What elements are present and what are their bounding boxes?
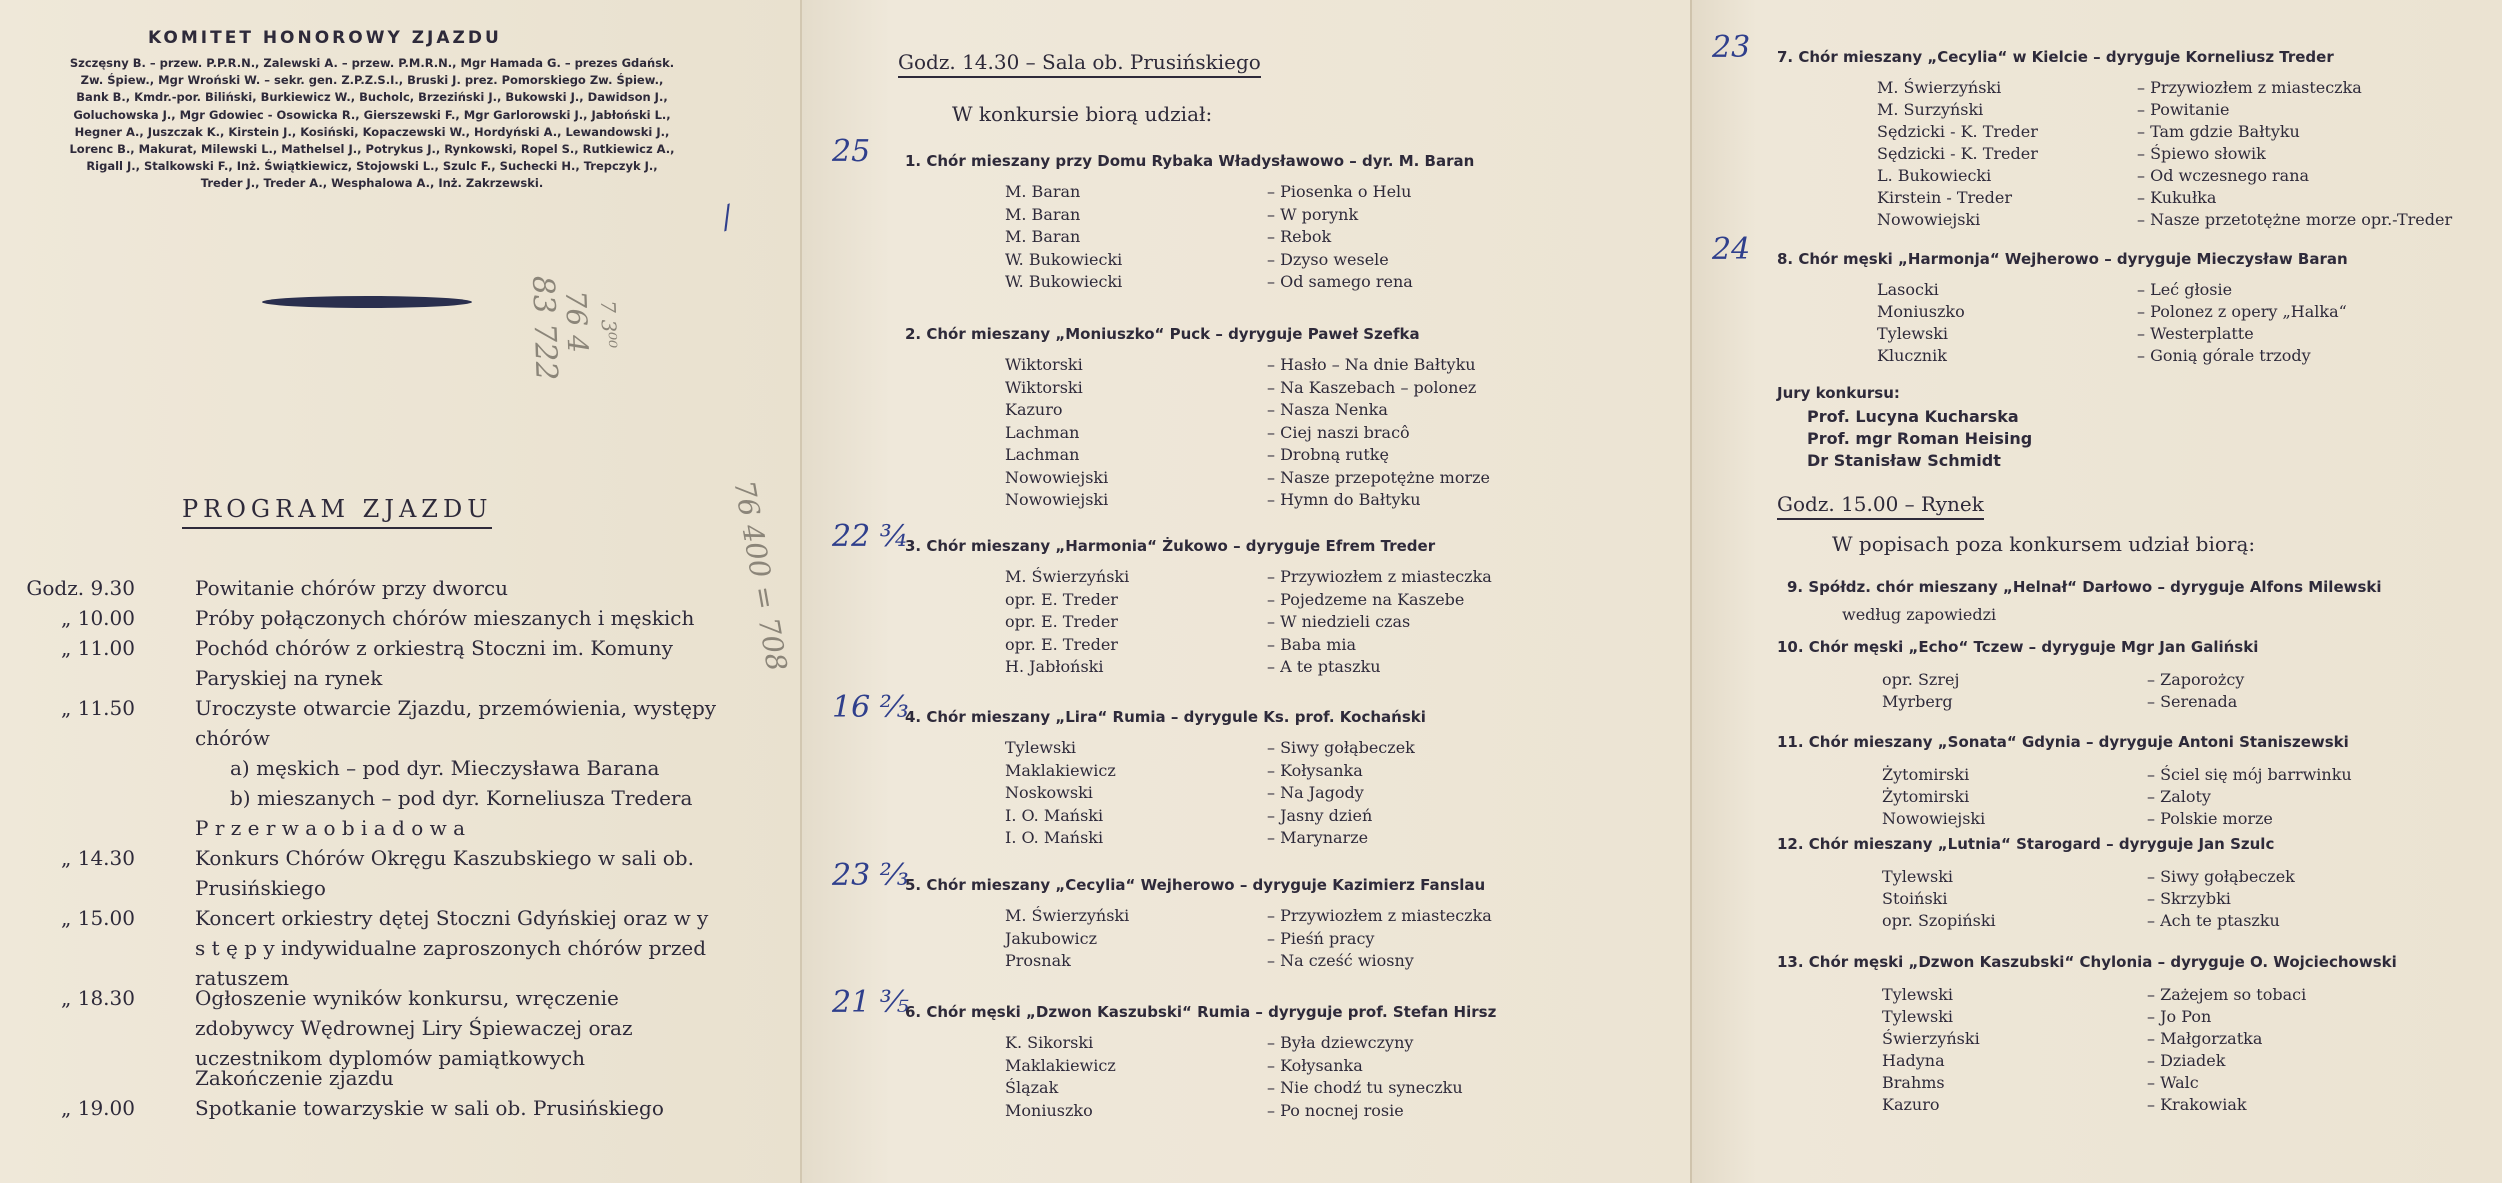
song-composer: Wiktorski (1005, 355, 1083, 374)
schedule-time: „ 14.30 (61, 846, 135, 870)
song-composer: Tylewski (1882, 1007, 1954, 1026)
schedule-time: „ 10.00 (61, 606, 135, 630)
song-title: – Zaloty (2147, 787, 2211, 806)
song-composer: Kazuro (1005, 400, 1063, 419)
song-composer: Moniuszko (1877, 302, 1965, 321)
song-composer: Świerzyński (1882, 1029, 1980, 1048)
song-title: – Nasze przetotężne morze opr.-Treder (2137, 210, 2453, 229)
song-composer: Lachman (1005, 445, 1080, 464)
song-title: – Małgorzatka (2147, 1029, 2263, 1048)
song-composer: I. O. Mański (1005, 805, 1104, 825)
committee-line: Goluchowska J., Mgr Gdowiec - Osowicka R., Gierszewski F., Mgr Garlorowski J., Jabłoński L., (73, 107, 671, 122)
song-title: – Tam gdzie Bałtyku (2137, 122, 2300, 141)
pencil-note: 83 722 (525, 275, 564, 382)
song-title: – W niedzieli czas (1267, 612, 1411, 631)
middle-panel (800, 0, 1690, 1183)
pencil-note: 76 400 = 708 (727, 478, 794, 674)
song-title: – Jo Pon (2147, 1007, 2212, 1026)
score-mark: 23 ⅔ (832, 858, 909, 893)
schedule-desc: a) męskich – pod dyr. Mieczysława Barana (230, 756, 660, 780)
song-title: – Kołysanka (1267, 1055, 1363, 1075)
song-composer: Myrberg (1882, 692, 1953, 711)
score-mark: 25 (832, 134, 871, 169)
schedule-desc: Pochód chórów z orkiestrą Stoczni im. Komuny Paryskiej na rynek (195, 636, 673, 690)
song-title: – Od samego rena (1267, 272, 1413, 291)
song-title: – Polskie morze (2147, 809, 2273, 828)
committee-line: Treder J., Treder A., Wesphalowa A., Inż. Zakrzewski. (200, 176, 544, 191)
song-title: – Od wczesnego rana (2137, 166, 2310, 185)
choir-title: 1. Chór mieszany przy Domu Rybaka Władysławowo – dyr. M. Baran (905, 152, 1475, 170)
choir-note: według zapowiedzi (1842, 605, 1997, 624)
schedule-desc: Próby połączonych chórów mieszanych i męskich (195, 606, 695, 630)
schedule-desc: Zakończenie zjazdu (195, 1066, 394, 1090)
song-title: – Serenada (2147, 692, 2238, 711)
song-composer: Lasocki (1877, 280, 1939, 299)
jury-title: Jury konkursu: (1777, 384, 1900, 402)
schedule-time: Godz. 9.30 (26, 576, 135, 600)
song-composer: Sędzicki - K. Treder (1877, 122, 2038, 141)
song-title: – Kołysanka (1267, 760, 1363, 780)
song-composer: Maklakiewicz (1005, 1055, 1116, 1075)
song-composer: K. Sikorski (1005, 1033, 1094, 1052)
jury-member: Prof. Lucyna Kucharska (1807, 407, 2019, 426)
choir-title: 2. Chór mieszany „Moniuszko“ Puck – dyryguje Paweł Szefka (905, 325, 1420, 343)
song-composer: Nowowiejski (1877, 210, 1981, 229)
schedule-desc: P r z e r w a o b i a d o w a (195, 816, 466, 840)
song-composer: opr. E. Treder (1005, 634, 1118, 654)
schedule-time: „ 11.00 (61, 636, 135, 660)
song-title: – Drobną rutkę (1267, 445, 1389, 464)
song-title: – Na Kaszebach – polonez (1267, 377, 1477, 397)
song-title: – Na Jagody (1267, 783, 1364, 802)
song-composer: Wiktorski (1005, 377, 1083, 397)
schedule-time: „ 18.30 (61, 986, 135, 1010)
song-title: – Po nocnej rosie (1267, 1100, 1404, 1120)
choir-title: 6. Chór męski „Dzwon Kaszubski“ Rumia – dyryguje prof. Stefan Hirsz (905, 1003, 1497, 1021)
schedule-desc: Koncert orkiestry dętej Stoczni Gdyńskiej oraz w y s t ę p y indywidualne zaproszonych chórów przed ratuszem (195, 906, 709, 990)
song-composer: Nowowiejski (1005, 467, 1109, 487)
song-title: – Zaporożcy (2147, 670, 2245, 689)
pen-tick: / (716, 199, 738, 236)
pencil-note: 7 3⁰⁰ (596, 300, 622, 349)
choir-title: 8. Chór męski „Harmonja“ Wejherowo – dyryguje Mieczysław Baran (1777, 250, 2348, 268)
song-composer: Jakubowicz (1005, 928, 1098, 948)
song-composer: Kirstein - Treder (1877, 188, 2012, 207)
song-title: – Przywiozłem z miasteczka (1267, 567, 1492, 586)
schedule-desc: Spotkanie towarzyskie w sali ob. Prusińskiego (195, 1096, 664, 1120)
choir-title: 3. Chór mieszany „Harmonia“ Żukowo – dyryguje Efrem Treder (905, 537, 1436, 555)
song-title: – Pieśń pracy (1267, 928, 1375, 948)
song-title: – Gonią górale trzody (2137, 346, 2311, 365)
committee-title: KOMITET HONOROWY ZJAZDU (148, 28, 502, 48)
song-composer: Stoiński (1882, 889, 1948, 908)
committee-line: Szczęsny B. – przew. P.P.R.N., Zalewski A. – przew. P.M.R.N., Mgr Hamada G. – prezes Gdańsk. (69, 56, 675, 70)
song-composer: M. Świerzyński (1005, 567, 1130, 586)
song-title: – Leć głosie (2137, 280, 2233, 299)
song-composer: W. Bukowiecki (1005, 272, 1123, 291)
score-mark: 22 ¾ (832, 519, 909, 554)
song-title: – Powitanie (2137, 100, 2230, 119)
section-header: Godz. 14.30 – Sala ob. Prusińskiego (898, 50, 1261, 74)
choir-title: 10. Chór męski „Echo“ Tczew – dyryguje Mgr Jan Galiński (1777, 638, 2259, 656)
section-header-2: Godz. 15.00 – Rynek (1777, 492, 1984, 516)
schedule-desc: b) mieszanych – pod dyr. Korneliusza Tredera (230, 786, 693, 810)
song-composer: L. Bukowiecki (1877, 166, 1992, 185)
committee-line: Lorenc B., Makurat, Milewski L., Mathelsel J., Potrykus J., Rynkowski, Ropel S., Rutkiewicz A., (69, 142, 675, 156)
song-composer: Maklakiewicz (1005, 760, 1116, 780)
song-composer: M. Baran (1005, 227, 1081, 246)
ink-blot (262, 296, 472, 308)
section-subheader: W konkursie biorą udział: (952, 102, 1213, 126)
score-mark: 24 (1712, 232, 1751, 267)
song-title: – A te ptaszku (1267, 657, 1381, 676)
song-title: – Śpiewo słowik (2137, 144, 2266, 163)
score-mark: 16 ⅔ (832, 690, 909, 725)
song-title: – Ściel się mój barrwinku (2147, 765, 2352, 784)
song-composer: Moniuszko (1005, 1100, 1093, 1120)
right-panel (1690, 0, 2502, 1183)
song-title: – Piosenka o Helu (1267, 182, 1412, 201)
song-composer: M. Świerzyński (1877, 78, 2002, 97)
song-title: – Nie chodź tu syneczku (1267, 1078, 1463, 1097)
schedule-time: „ 11.50 (61, 696, 135, 720)
song-title: – Przywiozłem z miasteczka (1267, 906, 1492, 925)
song-composer: Żytomirski (1882, 765, 1970, 784)
song-title: – Przywiozłem z miasteczka (2137, 78, 2362, 97)
choir-title: 9. Spółdz. chór mieszany „Helnał“ Darłowo – dyryguje Alfons Milewski (1787, 578, 2382, 596)
song-composer: Tylewski (1882, 985, 1954, 1004)
song-composer: Tylewski (1882, 867, 1954, 886)
song-composer: W. Bukowiecki (1005, 249, 1123, 269)
song-title: – W porynk (1267, 204, 1359, 224)
song-title: – Hasło – Na dnie Bałtyku (1267, 355, 1476, 374)
left-panel (0, 0, 800, 1183)
choir-title: 12. Chór mieszany „Lutnia“ Starogard – dyryguje Jan Szulc (1777, 835, 2275, 853)
song-composer: opr. E. Treder (1005, 612, 1118, 631)
song-title: – Marynarze (1267, 828, 1369, 847)
song-composer: M. Baran (1005, 182, 1081, 201)
song-title: – Jasny dzień (1267, 805, 1373, 825)
song-composer: Klucznik (1877, 346, 1947, 365)
schedule-desc: Ogłoszenie wyników konkursu, wręczenie zdobywcy Wędrownej Liry Śpiewaczej oraz uczestnikom dyplomów pamiątkowych (195, 986, 633, 1070)
schedule-desc: Uroczyste otwarcie Zjazdu, przemówienia, występy chórów (195, 696, 717, 750)
song-title: – Kukułka (2137, 188, 2217, 207)
song-title: – Westerplatte (2137, 324, 2254, 343)
score-mark: 23 (1712, 30, 1751, 65)
song-title: – Zażejem so tobaci (2147, 985, 2307, 1004)
song-title: – Nasze przepotężne morze (1267, 467, 1491, 487)
choir-title: 11. Chór mieszany „Sonata“ Gdynia – dyryguje Antoni Staniszewski (1777, 733, 2349, 751)
song-title: – Siwy gołąbeczek (2147, 867, 2295, 886)
score-mark: 21 ⅗ (832, 985, 909, 1020)
song-title: – Skrzybki (2147, 889, 2231, 908)
song-title: – Siwy gołąbeczek (1267, 738, 1415, 757)
choir-title: 5. Chór mieszany „Cecylia“ Wejherowo – dyryguje Kazimierz Fanslau (905, 876, 1486, 894)
song-composer: M. Surzyński (1877, 100, 1984, 119)
schedule-desc: Konkurs Chórów Okręgu Kaszubskiego w sali ob. Prusińskiego (195, 846, 694, 900)
song-composer: opr. E. Treder (1005, 589, 1118, 609)
song-title: – Dzyso wesele (1267, 249, 1389, 269)
song-composer: Ślązak (1005, 1078, 1059, 1097)
song-title: – Na cześć wiosny (1267, 951, 1414, 970)
song-composer: opr. Szrej (1882, 670, 1960, 689)
choir-title: 13. Chór męski „Dzwon Kaszubski“ Chylonia – dyryguje O. Wojciechowski (1777, 953, 2397, 971)
committee-line: Hegner A., Juszczak K., Kirstein J., Kosiński, Kopaczewski W., Hordyński A., Lewandowski J., (74, 124, 670, 139)
song-title: – Rebok (1267, 227, 1332, 246)
song-composer: Tylewski (1877, 324, 1949, 343)
song-composer: Noskowski (1005, 783, 1093, 802)
pencil-note: 76 4 (559, 290, 595, 354)
song-title: – Baba mia (1267, 634, 1357, 654)
choir-title: 4. Chór mieszany „Lira“ Rumia – dyrygule Ks. prof. Kochański (905, 708, 1426, 726)
song-composer: Sędzicki - K. Treder (1877, 144, 2038, 163)
schedule-time: „ 15.00 (61, 906, 135, 930)
committee-line: Bank B., Kmdr.-por. Biliński, Burkiewicz W., Bucholc, Brzeziński J., Bukowski J., Dawidson J., (76, 90, 668, 105)
section-subheader-2: W popisach poza konkursem udział biorą: (1832, 532, 2256, 556)
song-title: – Hymn do Bałtyku (1267, 490, 1421, 509)
song-composer: M. Świerzyński (1005, 906, 1130, 925)
song-title: – Nasza Nenka (1267, 400, 1388, 419)
song-title: – Dziadek (2147, 1051, 2226, 1070)
song-composer: I. O. Mański (1005, 828, 1104, 847)
committee-line: Zw. Śpiew., Mgr Wroński W. – sekr. gen. Z.P.Z.S.I., Bruski J. prez. Pomorskiego Zw. Śpiew., (80, 73, 664, 88)
song-composer: Nowowiejski (1882, 809, 1986, 828)
song-composer: Prosnak (1005, 951, 1071, 970)
song-composer: H. Jabłoński (1005, 657, 1104, 676)
schedule-time: „ 19.00 (61, 1096, 135, 1120)
song-composer: Hadyna (1882, 1051, 1945, 1070)
song-composer: M. Baran (1005, 204, 1081, 224)
song-title: – Była dziewczyny (1267, 1033, 1414, 1052)
song-composer: Nowowiejski (1005, 490, 1109, 509)
song-title: – Ciej naszi bracô (1267, 422, 1410, 442)
song-composer: Tylewski (1005, 738, 1077, 757)
song-title: – Walc (2147, 1073, 2199, 1092)
song-composer: opr. Szopiński (1882, 911, 1996, 930)
song-composer: Żytomirski (1882, 787, 1970, 806)
song-composer: Kazuro (1882, 1095, 1940, 1114)
song-title: – Polonez z opery „Halka“ (2137, 302, 2347, 321)
jury-member: Dr Stanisław Schmidt (1807, 451, 2001, 470)
schedule-desc: Powitanie chórów przy dworcu (195, 576, 508, 600)
song-title: – Krakowiak (2147, 1095, 2247, 1114)
song-title: – Ach te ptaszku (2147, 911, 2280, 930)
committee-line: Rigall J., Stalkowski F., Inż. Świątkiewicz, Stojowski L., Szulc F., Suchecki H., Trepczyk J., (86, 159, 658, 174)
jury-member: Prof. mgr Roman Heising (1807, 429, 2033, 448)
song-composer: Lachman (1005, 422, 1080, 442)
choir-title: 7. Chór mieszany „Cecylia“ w Kielcie – dyryguje Korneliusz Treder (1777, 48, 2334, 66)
song-title: – Pojedzeme na Kaszebe (1267, 589, 1465, 609)
song-composer: Brahms (1882, 1073, 1945, 1092)
program-title: PROGRAM ZJAZDU (182, 495, 492, 529)
